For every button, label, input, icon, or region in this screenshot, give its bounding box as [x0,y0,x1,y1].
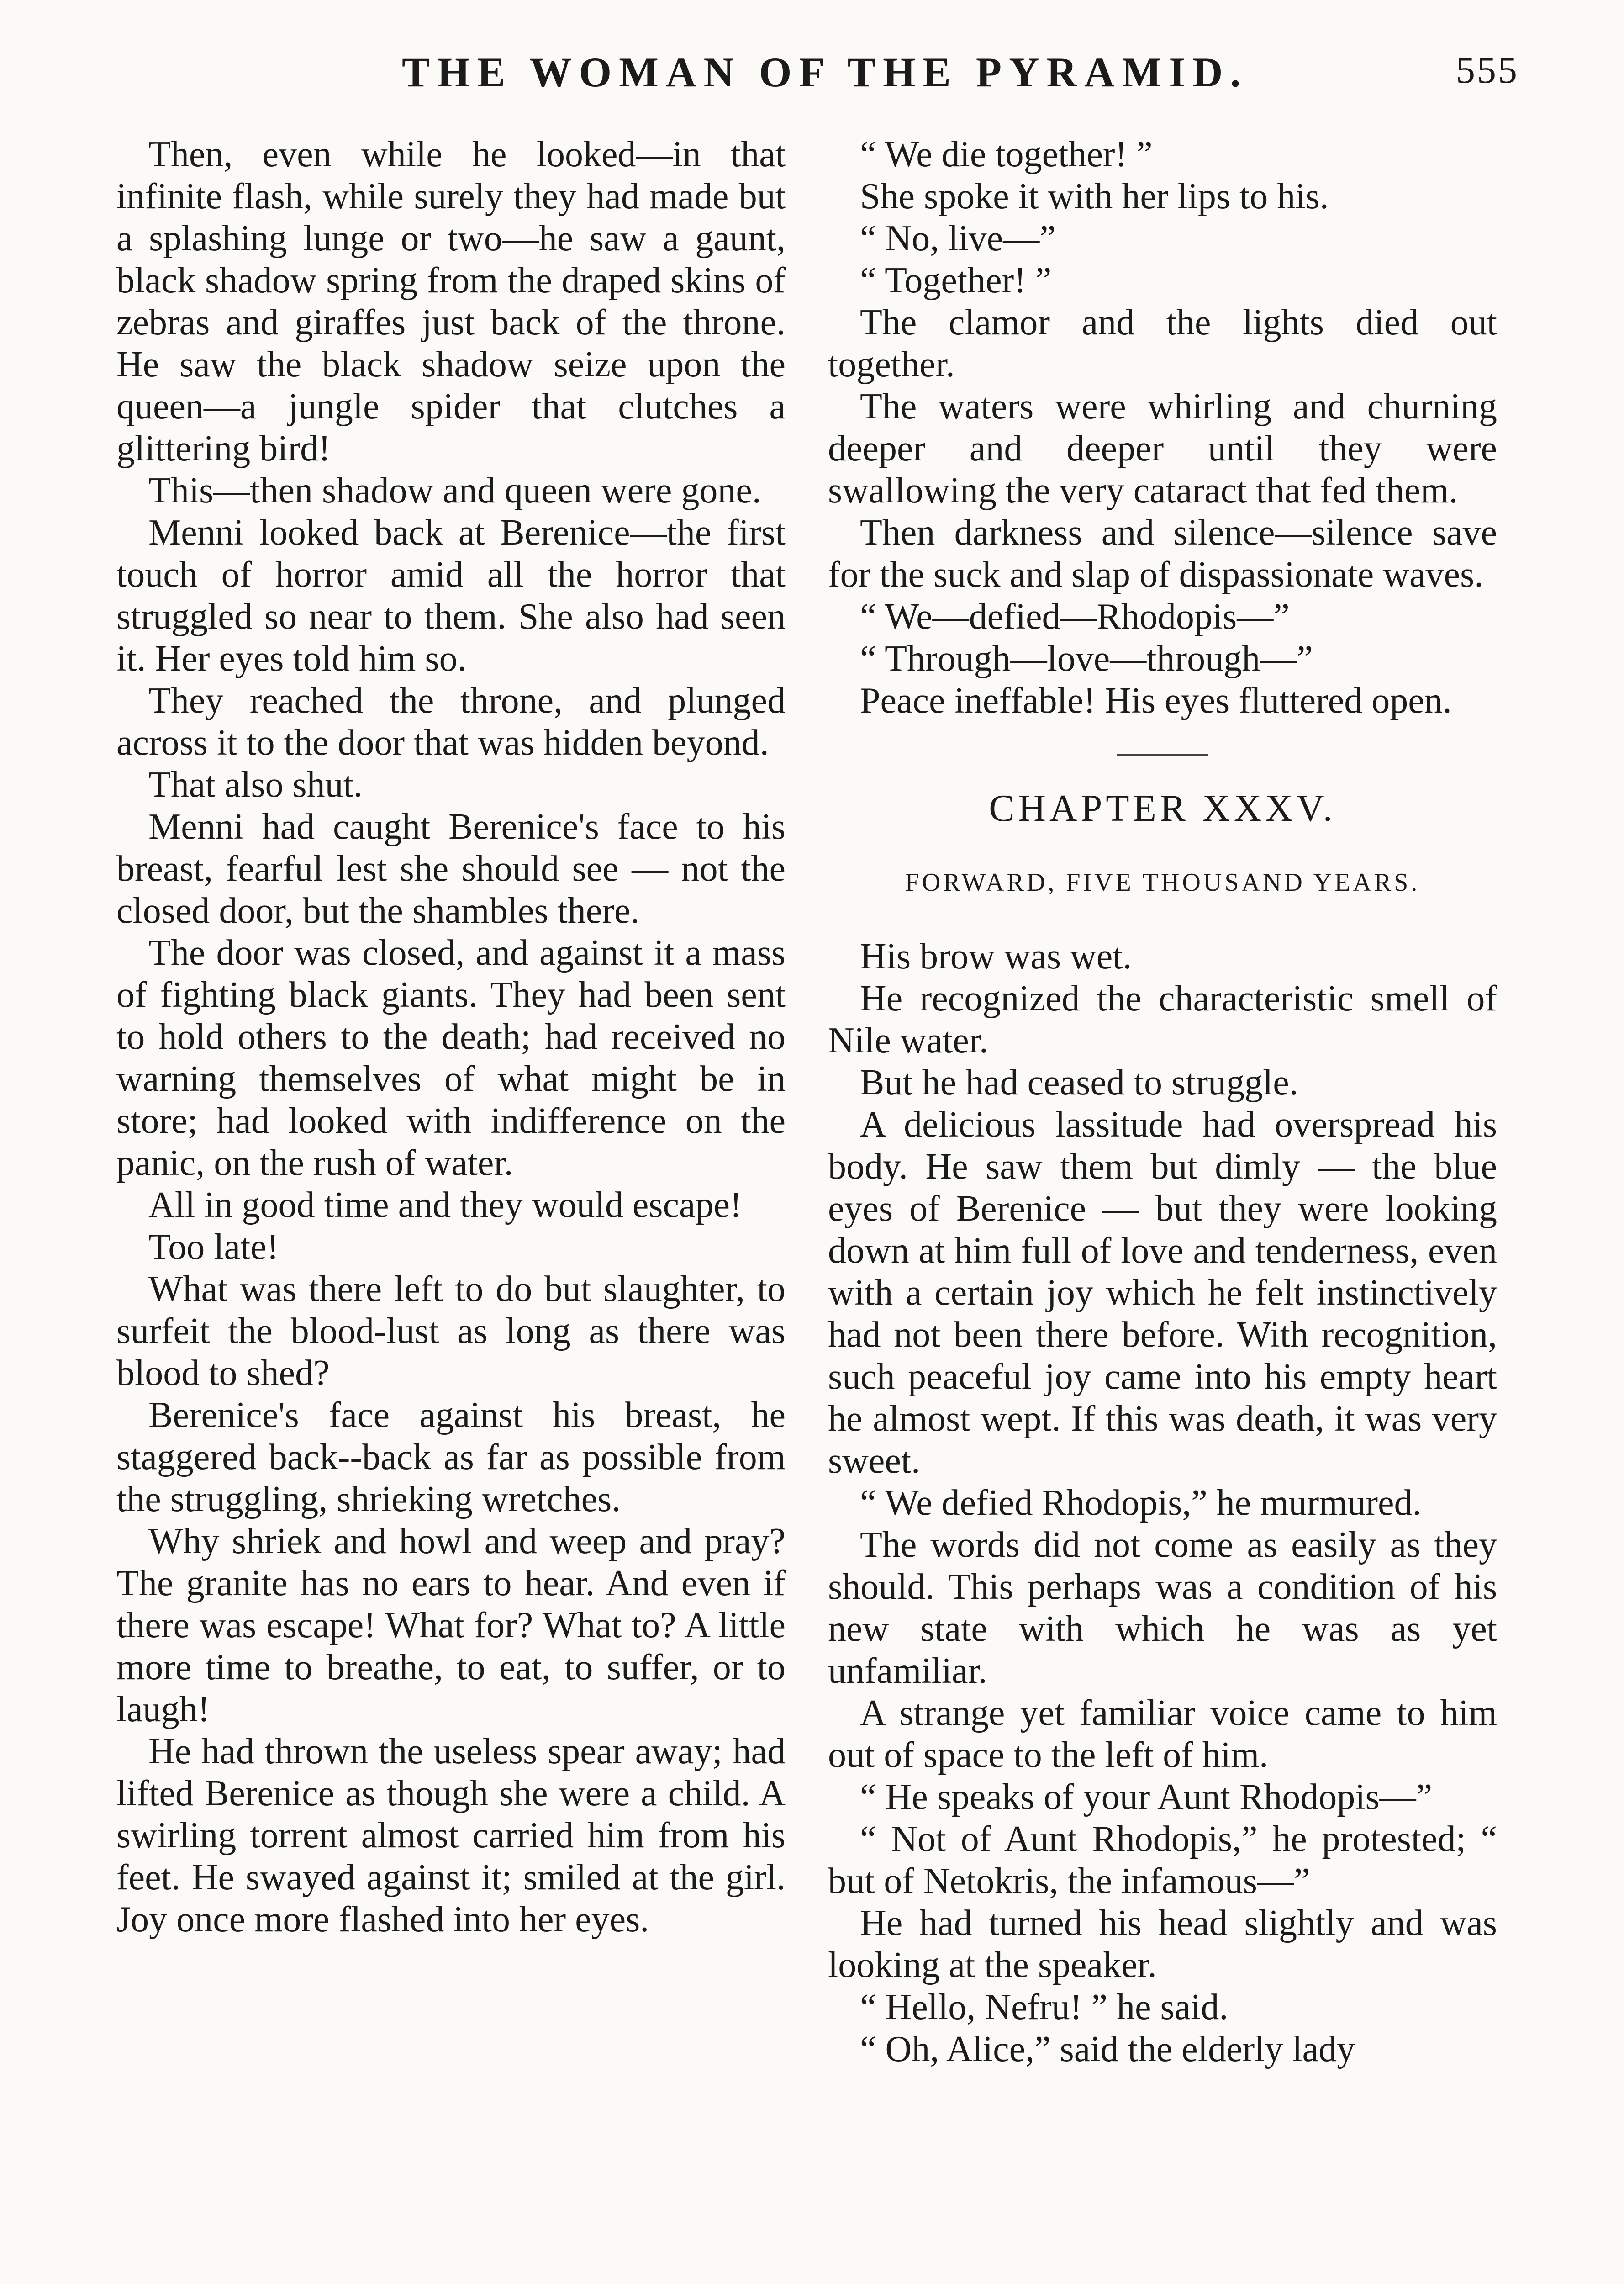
running-title: THE WOMAN OF THE PYRAMID. [402,49,1248,95]
paragraph: “ We defied Rhodopis,” he murmured. [860,1483,1422,1523]
paragraph: Too late! [148,1227,279,1267]
left-column [116,133,786,1940]
right-column [828,133,1497,2070]
paragraph: Then, even while he looked—in that infinite flash, while surely they had made but a splashing lunge or two—he saw a gaunt, black shadow spring from the draped skins of zebras and giraffes just back of the throne. He saw the black shadow seize upon the queen—a jungle spider that clutches a glittering bird! [116,134,786,469]
paragraph: He had thrown the useless spear away; had lifted Berenice as though she were a child. A swirling torrent almost carried him from his feet. He swayed against it; smiled at the girl. Joy once more flashed into her eyes. [116,1731,786,1940]
paragraph: “ We die together! ” [860,134,1153,174]
page-number: 555 [1456,49,1519,91]
paragraph: But he had ceased to struggle. [860,1063,1298,1103]
paragraph: This—then shadow and queen were gone. [148,471,761,511]
paragraph: The words did not come as easily as they should. This perhaps was a condition of his new state with which he was as yet unfamiliar. [828,1525,1497,1691]
chapter-subtitle: FORWARD, FIVE THOUSAND YEARS. [905,868,1420,897]
paragraph: Menni had caught Berenice's face to his breast, fearful lest she should see — not the closed door, but the shambles there. [116,807,786,931]
page-header [0,0,1624,119]
paragraph: The door was closed, and against it a mass of fighting black giants. They had been sent to hold others to the death; had received no warning themselves of what might be in store; had looked with indifference on the panic, on the rush of water. [116,933,786,1183]
paragraph: Menni looked back at Berenice—the first touch of horror amid all the horror that struggled so near to them. She also had seen it. Her eyes told him so. [116,513,786,679]
paragraph: He recognized the characteristic smell of Nile water. [828,978,1497,1061]
paragraph: She spoke it with her lips to his. [860,176,1329,217]
paragraph: He had turned his head slightly and was looking at the speaker. [828,1903,1497,1985]
section-divider [1117,754,1208,756]
paragraph: Berenice's face against his breast, he staggered back--back as far as possible from the struggling, shrieking wretches. [116,1395,786,1519]
paragraph: Peace ineffable! His eyes fluttered open. [860,681,1452,721]
chapter-title: CHAPTER XXXV. [989,787,1336,830]
paragraph: A delicious lassitude had overspread his body. He saw them but dimly — the blue eyes of Berenice — but they were looking down at him full of love and tenderness, even with a certain joy which he felt instinctively had not been there before. With recognition, such peaceful joy came into his empty heart he almost wept. If this was death, it was very sweet. [828,1105,1497,1481]
paragraph: What was there left to do but slaughter, to surfeit the blood-lust as long as there was blood to shed? [116,1269,786,1393]
paragraph: “ We—defied—Rhodopis—” [860,597,1290,637]
paragraph: Then darkness and silence—silence save for the suck and slap of dispassionate waves. [828,513,1497,595]
paragraph: “ Together! ” [860,260,1052,301]
paragraph: A strange yet familiar voice came to him out of space to the left of him. [828,1693,1497,1775]
paragraph: The waters were whirling and churning deeper and deeper until they were swallowing the very cataract that fed them. [828,386,1497,511]
paragraph: “ Oh, Alice,” said the elderly lady [860,2029,1355,2069]
paragraph: “ Through—love—through—” [860,639,1313,679]
paragraph: “ He speaks of your Aunt Rhodopis—” [860,1777,1433,1817]
paragraph: Why shriek and howl and weep and pray? The granite has no ears to hear. And even if there was escape! What for? What to? A little more time to breathe, to eat, to suffer, or to laugh! [116,1521,786,1729]
paragraph: That also shut. [148,765,363,805]
paragraph: The clamor and the lights died out together. [828,302,1497,385]
paragraph: They reached the throne, and plunged across it to the door that was hidden beyond. [116,681,786,763]
paragraph: “ Not of Aunt Rhodopis,” he protested; “ but of Netokris, the infamous—” [828,1819,1497,1901]
paragraph: “ Hello, Nefru! ” he said. [860,1987,1229,2027]
paragraph: His brow was wet. [860,936,1132,977]
paragraph: “ No, live—” [860,218,1056,259]
paragraph: All in good time and they would escape! [148,1185,742,1225]
